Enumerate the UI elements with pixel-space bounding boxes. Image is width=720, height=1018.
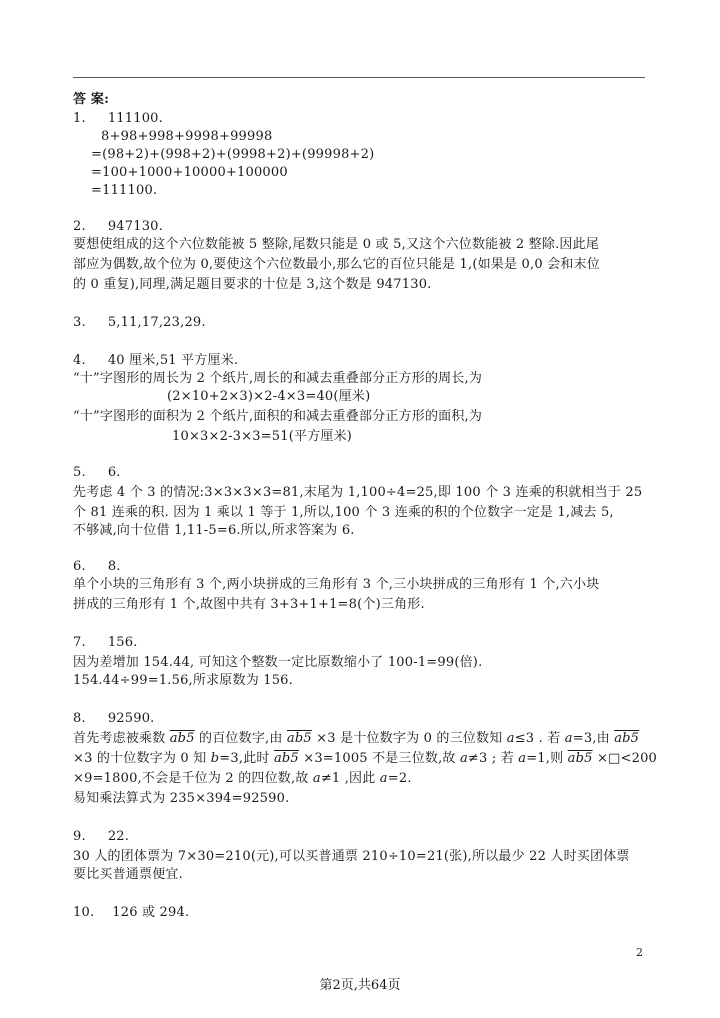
answer-6-text-line: 拼成的三角形有 1 个,故图中共有 3+3+1+1=8(个)三角形.	[73, 597, 425, 612]
answer-6-text-line: 单个小块的三角形有 3 个,两小块拼成的三角形有 3 个,三小块拼成的三角形有 1 个,六小块	[73, 577, 600, 592]
answer-8-line-1	[73, 730, 639, 748]
answer-10-value: 126 或 294.	[112, 905, 190, 920]
answer-2-text-line: 部应为偶数,故个位为 0,要使这个六位数最小,那么它的百位只能是 1,(如果是 0,0 会和末位	[73, 257, 600, 272]
answer-4	[73, 352, 238, 370]
answer-4-number: 4.	[73, 353, 86, 368]
overlined-number: ab5	[286, 731, 312, 746]
answer-1-number: 1.	[73, 111, 86, 126]
text-run: ×□<200	[592, 751, 658, 766]
answer-8-line-3	[73, 770, 412, 788]
answer-8-line-2	[73, 750, 657, 768]
answer-2-text-line: 的 0 重复),同理,满足题目要求的十位是 3,这个数是 947130.	[73, 277, 432, 292]
answer-5-number: 5.	[73, 465, 86, 480]
answer-1-work-line: =111100.	[91, 183, 158, 198]
answer-5-text-line: 先考虑 4 个 3 的情况:3×3×3×3=81,末尾为 1,100÷4=25,即 100 个 3 连乘的积就相当于 25	[73, 485, 643, 500]
overlined-number: ab5	[273, 751, 299, 766]
answer-5-value: 6.	[107, 465, 121, 480]
page-number: 2	[636, 946, 643, 959]
answer-1-work-line: =100+1000+10000+100000	[91, 165, 288, 180]
text-run: =2.	[387, 771, 412, 786]
text-run: 首先考虑被乘数	[73, 731, 170, 746]
answer-5	[73, 464, 121, 482]
answer-4-formula: (2×10+2×3)×2-4×3=40(厘米)	[167, 389, 371, 404]
answer-4-value: 40 厘米,51 平方厘米.	[107, 353, 239, 368]
text-run: 的百位数字,由	[194, 731, 287, 746]
answer-7-number: 7.	[73, 635, 86, 650]
overlined-number: ab5	[614, 731, 640, 746]
answer-9	[73, 828, 129, 846]
text-run: ×9=1800,不会是千位为 2 的四位数,故	[73, 771, 313, 786]
answer-2	[73, 218, 163, 236]
answer-8-number: 8.	[73, 711, 86, 726]
answer-4-text-line: “十”字图形的面积为 2 个纸片,面积的和减去重叠部分正方形的面积,为	[73, 409, 483, 424]
answer-1	[73, 110, 163, 128]
answer-2-number: 2.	[73, 219, 86, 234]
text-run: =3,由	[572, 731, 615, 746]
answer-10	[73, 904, 189, 922]
answer-6-number: 6.	[73, 559, 86, 574]
text-run: =3,此时	[219, 751, 274, 766]
overlined-number: ab5	[567, 751, 593, 766]
answer-3-value: 5,11,17,23,29.	[107, 315, 206, 330]
overlined-number: ab5	[169, 731, 195, 746]
answer-8	[73, 710, 155, 728]
answer-8-line-4: 易知乘法算式为 235×394=92590.	[73, 791, 290, 806]
header-rule	[73, 77, 645, 78]
variable-a: a	[312, 771, 321, 786]
answer-7	[73, 634, 138, 652]
answer-5-text-line: 个 81 连乘的积. 因为 1 乘以 1 等于 1,所以,100 个 3 连乘的积的个位数字一定是 1,减去 5,	[73, 505, 614, 520]
answer-heading: 答 案:	[73, 92, 110, 107]
answer-6	[73, 558, 121, 576]
answer-1-value: 111100.	[107, 111, 163, 126]
text-run: ×3 是十位数字为 0 的三位数知	[311, 731, 507, 746]
variable-a: a	[379, 771, 388, 786]
answer-2-text-line: 要想使组成的这个六位数能被 5 整除,尾数只能是 0 或 5,又这个六位数能被 2 整除.因此尾	[73, 237, 600, 252]
variable-a: a	[518, 751, 527, 766]
answer-6-value: 8.	[107, 559, 121, 574]
text-run: ≠1 ,因此	[320, 771, 380, 786]
answer-9-number: 9.	[73, 829, 86, 844]
answer-5-text-line: 不够减,向十位借 1,11-5=6.所以,所求答案为 6.	[73, 523, 355, 538]
answer-7-text-line: 154.44÷99=1.56,所求原数为 156.	[73, 673, 293, 688]
text-run: ×3=1005 不是三位数,故	[298, 751, 460, 766]
answer-1-work-line: 8+98+998+9998+99998	[101, 129, 273, 144]
text-run: ≤3 . 若	[514, 731, 565, 746]
answer-3	[73, 314, 206, 332]
answer-9-text-line: 要比买普通票便宜.	[73, 867, 183, 882]
answer-4-text-line: “十”字图形的周长为 2 个纸片,周长的和减去重叠部分正方形的周长,为	[73, 371, 483, 386]
answer-4-formula: 10×3×2-3×3=51(平方厘米)	[172, 429, 353, 444]
variable-a: a	[459, 751, 468, 766]
variable-a: a	[506, 731, 515, 746]
answer-10-number: 10.	[73, 905, 95, 920]
answer-8-value: 92590.	[107, 711, 155, 726]
text-run: =1,则	[526, 751, 568, 766]
page-footer: 第2页,共64页	[319, 978, 401, 993]
text-run: ≠3 ; 若	[467, 751, 519, 766]
answer-1-work-line: =(98+2)+(998+2)+(9998+2)+(99998+2)	[91, 147, 375, 162]
text-run: ×3 的十位数字为 0 知	[73, 751, 211, 766]
answer-3-number: 3.	[73, 315, 86, 330]
answer-7-text-line: 因为差增加 154.44, 可知这个整数一定比原数缩小了 100-1=99(倍).	[73, 655, 483, 670]
variable-a: a	[564, 731, 573, 746]
answer-9-value: 22.	[107, 829, 130, 844]
variable-b: b	[210, 751, 220, 766]
answer-2-value: 947130.	[107, 219, 163, 234]
answer-9-text-line: 30 人的团体票为 7×30=210(元),可以买普通票 210÷10=21(张),所以最少 22 人时买团体票	[73, 849, 630, 864]
answer-7-value: 156.	[107, 635, 138, 650]
